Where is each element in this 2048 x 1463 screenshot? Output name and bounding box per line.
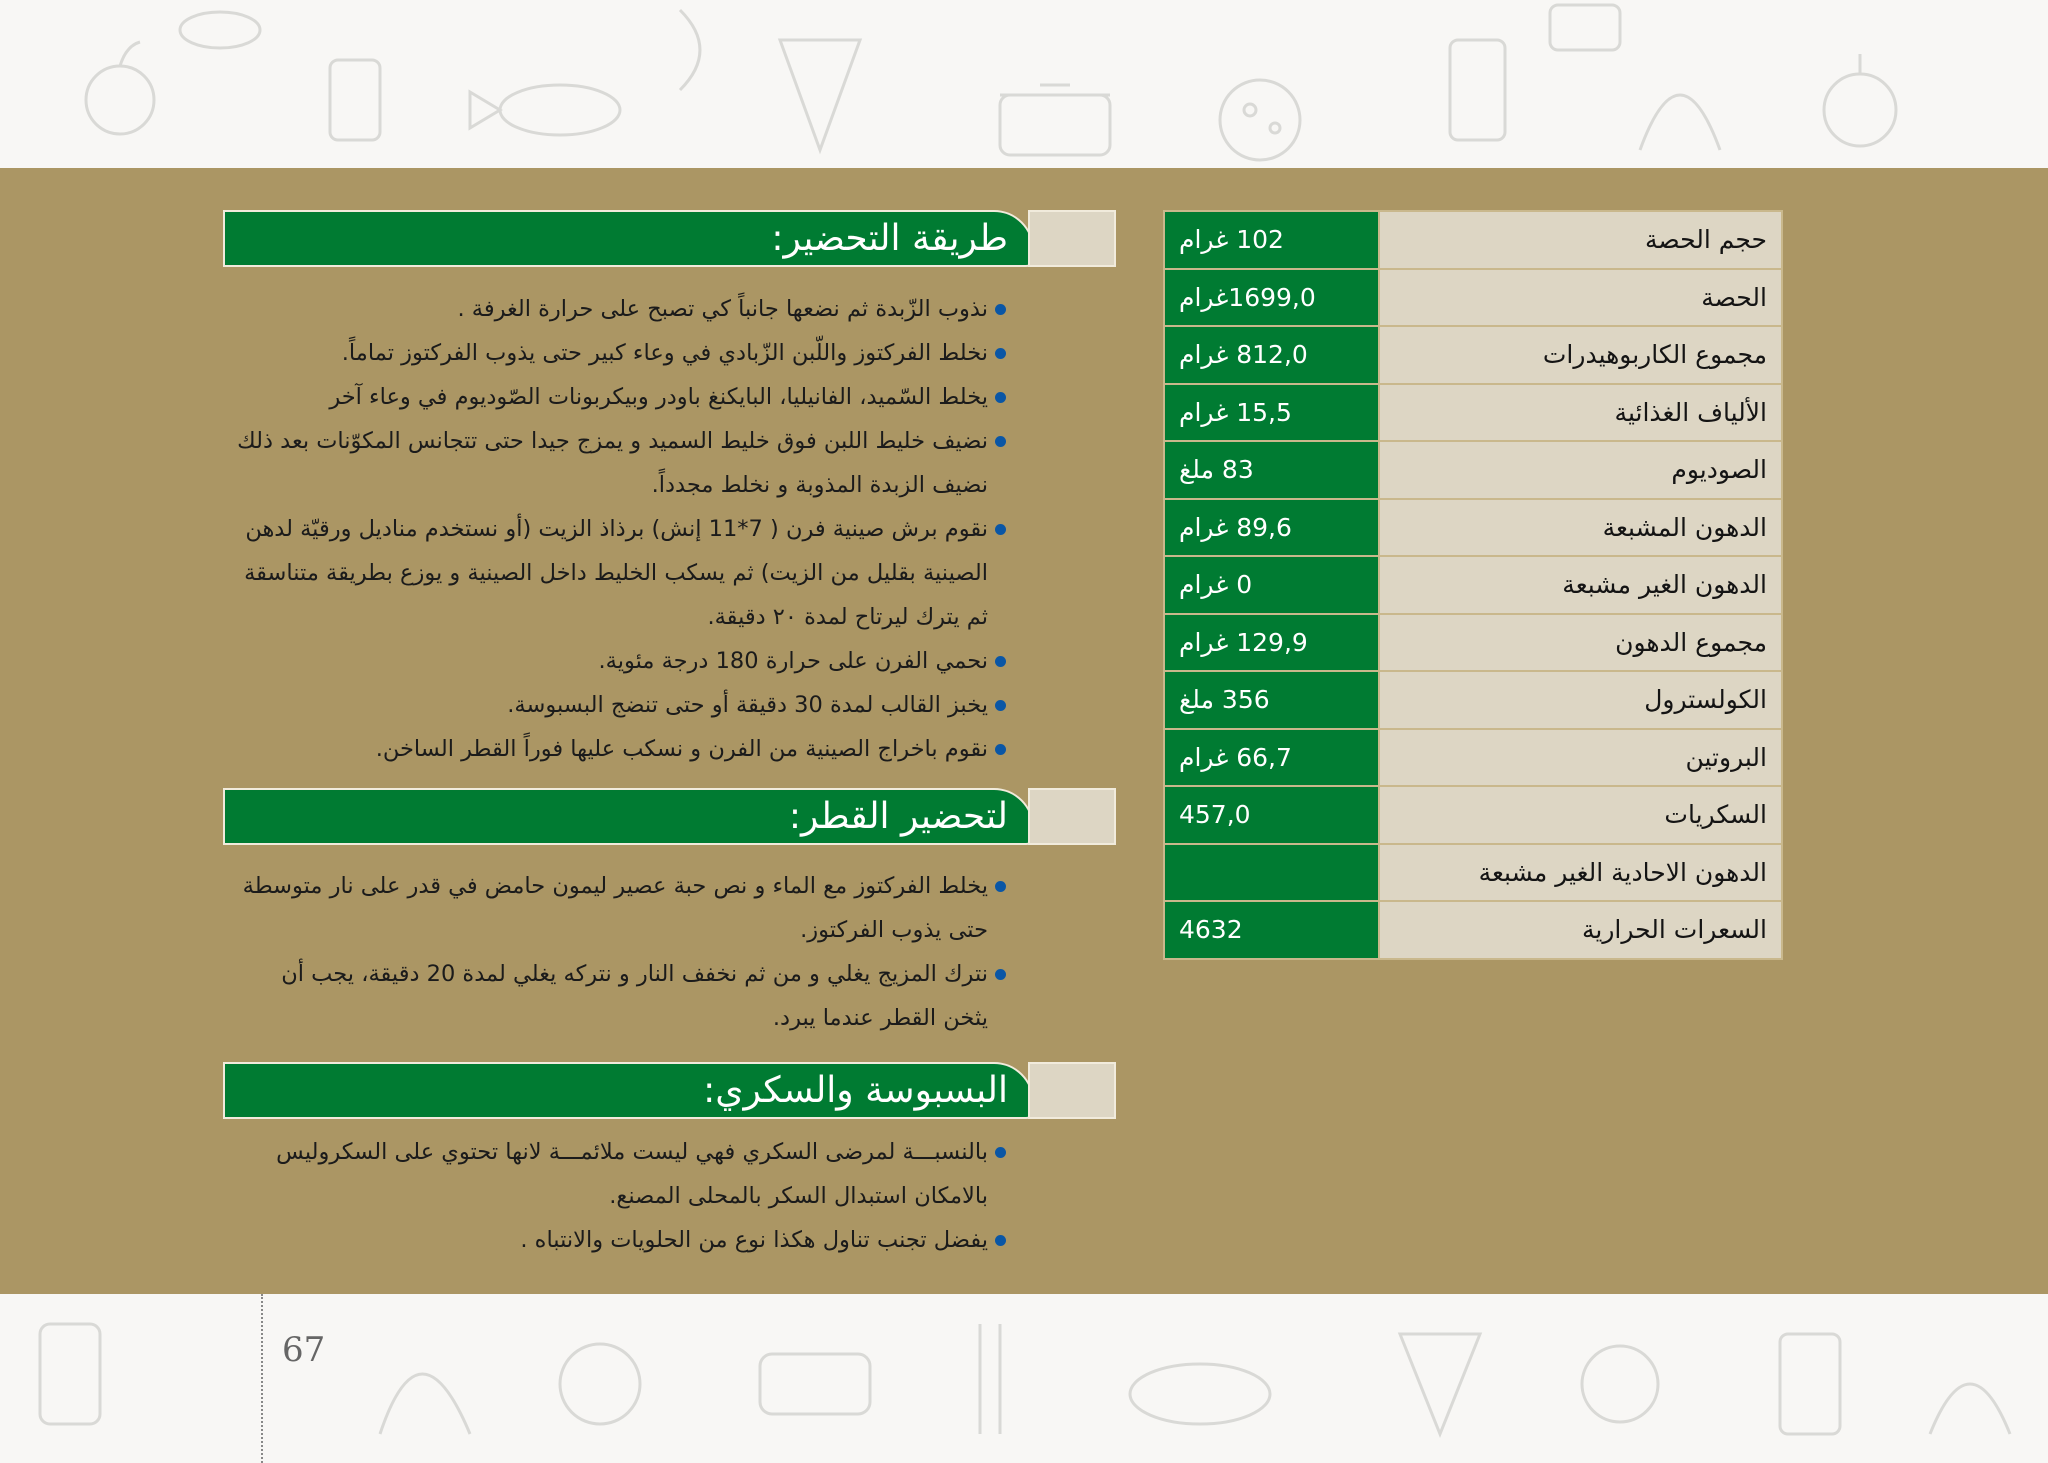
diabetes-title: البسبوسة والسكري:	[703, 1070, 1008, 1111]
table-row	[1164, 211, 1782, 269]
food-doodle-icons	[0, 0, 2048, 168]
nutrient-label: الصوديوم	[1379, 441, 1782, 499]
food-doodle-pattern-bottom	[0, 1294, 2048, 1463]
list-item: نترك المزيج يغلي و من ثم نخفف النار و نتركه يغلي لمدة 20 دقيقة، يجب أن يثخن القطر عندما يبرد.	[230, 952, 1006, 1040]
syrup-title: لتحضير القطر:	[788, 796, 1008, 837]
table-row	[1164, 384, 1782, 442]
syrup-header	[223, 788, 1116, 845]
nutrient-label: حجم الحصة	[1379, 211, 1782, 269]
nutrient-label: الدهون الغير مشبعة	[1379, 556, 1782, 614]
nutrient-value: 83 ملغ	[1164, 441, 1379, 499]
table-row	[1164, 441, 1782, 499]
list-item: بالنسبـــة لمرضى السكري فهي ليست ملائمـــة لانها تحتوي على السكروليس بالامكان استبدال السكر بالمحلى المصنع.	[230, 1130, 1006, 1218]
header-tab	[1028, 788, 1116, 845]
nutrient-label: الألياف الغذائية	[1379, 384, 1782, 442]
nutrient-value: 129,9 غرام	[1164, 614, 1379, 672]
food-doodle-pattern-top	[0, 0, 2048, 168]
food-doodle-icons	[0, 1294, 2048, 1463]
nutrient-label: السعرات الحرارية	[1379, 901, 1782, 959]
diabetes-notes	[230, 1130, 1006, 1262]
header-tab	[1028, 1062, 1116, 1119]
table-row	[1164, 326, 1782, 384]
table-row	[1164, 556, 1782, 614]
header-tab	[1028, 210, 1116, 267]
nutrient-value: 4632	[1164, 901, 1379, 959]
list-item: يخلط الفركتوز مع الماء و نص حبة عصير ليمون حامض في قدر على نار متوسطة حتى يذوب الفركتوز.	[230, 864, 1006, 952]
nutrient-label: الحصة	[1379, 269, 1782, 327]
diabetes-header	[223, 1062, 1116, 1119]
table-row	[1164, 729, 1782, 787]
list-item: يخلط السّميد، الفانيليا، البايكنغ باودر وبيكربونات الصّوديوم في وعاء آخر	[230, 375, 1006, 419]
table-row	[1164, 499, 1782, 557]
list-item: نحمي الفرن على حرارة 180 درجة مئوية.	[230, 639, 1006, 683]
nutrient-value: 15,5 غرام	[1164, 384, 1379, 442]
nutrient-value: 89,6 غرام	[1164, 499, 1379, 557]
table-row	[1164, 901, 1782, 959]
nutrient-label: مجموع الكاربوهيدرات	[1379, 326, 1782, 384]
nutrient-label: مجموع الدهون	[1379, 614, 1782, 672]
syrup-steps	[230, 864, 1006, 1040]
nutrient-value: 66,7 غرام	[1164, 729, 1379, 787]
page-number: 67	[282, 1330, 326, 1370]
nutrient-value: 1699,0غرام	[1164, 269, 1379, 327]
list-item: نذوب الزّبدة ثم نضعها جانباً كي تصبح على حرارة الغرفة .	[230, 287, 1006, 331]
nutrient-label: الدهون المشبعة	[1379, 499, 1782, 557]
table-row	[1164, 786, 1782, 844]
list-item: يفضل تجنب تناول هكذا نوع من الحلويات والانتباه .	[230, 1218, 1006, 1262]
nutrient-label: الكولسترول	[1379, 671, 1782, 729]
list-item: نخلط الفركتوز واللّبن الزّبادي في وعاء كبير حتى يذوب الفركتوز تماماً.	[230, 331, 1006, 375]
preparation-header	[223, 210, 1116, 267]
nutrient-value: 457,0	[1164, 786, 1379, 844]
nutrient-value: 0 غرام	[1164, 556, 1379, 614]
nutrient-value: 102 غرام	[1164, 211, 1379, 269]
list-item: نضيف خليط اللبن فوق خليط السميد و يمزج جيدا حتى تتجانس المكوّنات بعد ذلك نضيف الزبدة المذوبة و نخلط مجدداً.	[230, 419, 1006, 507]
nutrient-value: 812,0 غرام	[1164, 326, 1379, 384]
table-row	[1164, 269, 1782, 327]
nutrient-value: 356 ملغ	[1164, 671, 1379, 729]
list-item: نقوم باخراج الصينية من الفرن و نسكب عليها فوراً القطر الساخن.	[230, 727, 1006, 771]
margin-dotted-line	[261, 1294, 263, 1463]
list-item: يخبز القالب لمدة 30 دقيقة أو حتى تنضج البسبوسة.	[230, 683, 1006, 727]
table-row	[1164, 614, 1782, 672]
nutrient-label: الدهون الاحادية الغير مشبعة	[1379, 844, 1782, 902]
list-item: نقوم برش صينية فرن ( 7*11 إنش) برذاذ الزيت (أو نستخدم مناديل ورقيّة لدهن الصينية بقليل من الزيت) ثم يسكب الخليط داخل الصينية و يوزع بطريقة متناسقة ثم يترك ليرتاح لمدة ٢٠ دقيقة.	[230, 507, 1006, 639]
table-row	[1164, 844, 1782, 902]
nutrient-value	[1164, 844, 1379, 902]
nutrition-facts-table	[1163, 210, 1783, 960]
nutrient-label: البروتين	[1379, 729, 1782, 787]
table-row	[1164, 671, 1782, 729]
nutrient-label: السكريات	[1379, 786, 1782, 844]
preparation-title: طريقة التحضير:	[771, 218, 1008, 259]
preparation-steps	[230, 287, 1006, 771]
